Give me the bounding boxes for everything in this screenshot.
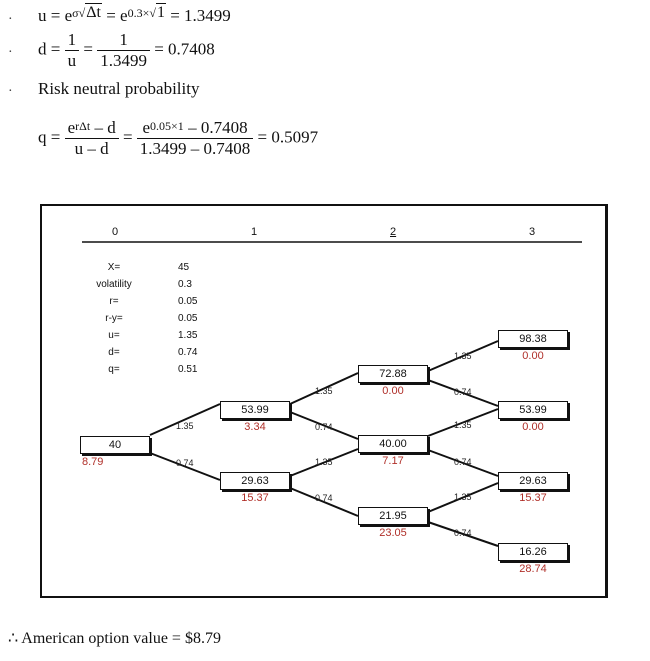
edge-down-label: 0.74 (176, 458, 194, 468)
bullet: · (8, 12, 13, 27)
edge-up-label: 1.35 (315, 457, 333, 467)
param-label: r= (109, 296, 119, 307)
edge-up-label: 1.35 (454, 420, 472, 430)
param-value: 1.35 (178, 330, 198, 341)
edge-down-label: 0.74 (454, 457, 472, 467)
step-header: 3 (529, 226, 536, 238)
lattice-node-price: 72.88 (358, 365, 428, 383)
lattice-node-option: 0.00 (522, 350, 544, 362)
lattice-node-price: 21.95 (358, 507, 428, 525)
param-label: q= (108, 364, 120, 375)
param-label: d= (108, 347, 120, 358)
param-value: 0.74 (178, 347, 198, 358)
bullet: · (8, 84, 13, 99)
lattice-node-price: 29.63 (498, 472, 568, 490)
edge-down-label: 0.74 (315, 422, 333, 432)
param-value: 0.51 (178, 364, 198, 375)
edge-up-label: 1.35 (454, 351, 472, 361)
param-value: 45 (178, 262, 190, 273)
d-formula: d = $\frac{1}{u}$ = $\frac{1}{1.3499}$ = 0.7408 (38, 30, 215, 70)
param-label: X= (107, 262, 121, 273)
lattice-node-price: 98.38 (498, 330, 568, 348)
edge-down-label: 0.74 (315, 493, 333, 503)
param-label: r-y= (105, 313, 123, 324)
step-header: 0 (112, 226, 119, 238)
lattice-node-option: 3.34 (244, 421, 266, 433)
bullet: · (8, 45, 13, 60)
param-value: 0.05 (178, 313, 198, 324)
binomial-lattice (40, 204, 608, 598)
lattice-node-price: 40.00 (358, 435, 428, 453)
edge-down-label: 0.74 (454, 387, 472, 397)
lattice-node-option: 0.00 (382, 385, 404, 397)
step-header: 2 (390, 226, 397, 238)
lattice-node-option: 15.37 (519, 492, 547, 504)
edge-down-label: 0.74 (454, 528, 472, 538)
lattice-node-option: 7.17 (382, 455, 404, 467)
u-formula: $u = e^{\sigma√\Delta t} = e^{0.3\times√1} = 1.3499$ (38, 4, 231, 25)
conclusion-text: ∴ American option value = $8.79 (8, 630, 221, 647)
param-label: volatility (96, 279, 132, 290)
edge-up-label: 1.35 (454, 492, 472, 502)
q-formula: q = $\frac{e^{r\Delta t} - d}{u - d}$ = $\frac{e^{0.05\times 1} - 0.7408}{1.3499 - 0.7408}$ = 0.5097 (38, 118, 319, 158)
param-value: 0.05 (178, 296, 198, 307)
lattice-node-option: 0.00 (522, 421, 544, 433)
step-header: 1 (251, 226, 258, 238)
risk-neutral-label: Risk neutral probability (38, 79, 200, 98)
param-value: 0.3 (178, 279, 192, 290)
edge-up-label: 1.35 (176, 421, 194, 431)
lattice-node-option: 8.79 (82, 456, 104, 468)
lattice-node-option: 28.74 (519, 563, 547, 575)
lattice-node-price: 53.99 (498, 401, 568, 419)
lattice-node-price: 16.26 (498, 543, 568, 561)
edge-up-label: 1.35 (315, 386, 333, 396)
lattice-node-price: 53.99 (220, 401, 290, 419)
lattice-node-option: 15.37 (241, 492, 269, 504)
param-label: u= (108, 330, 120, 341)
lattice-node-price: 40 (80, 436, 150, 454)
lattice-node-price: 29.63 (220, 472, 290, 490)
lattice-node-option: 23.05 (379, 527, 407, 539)
